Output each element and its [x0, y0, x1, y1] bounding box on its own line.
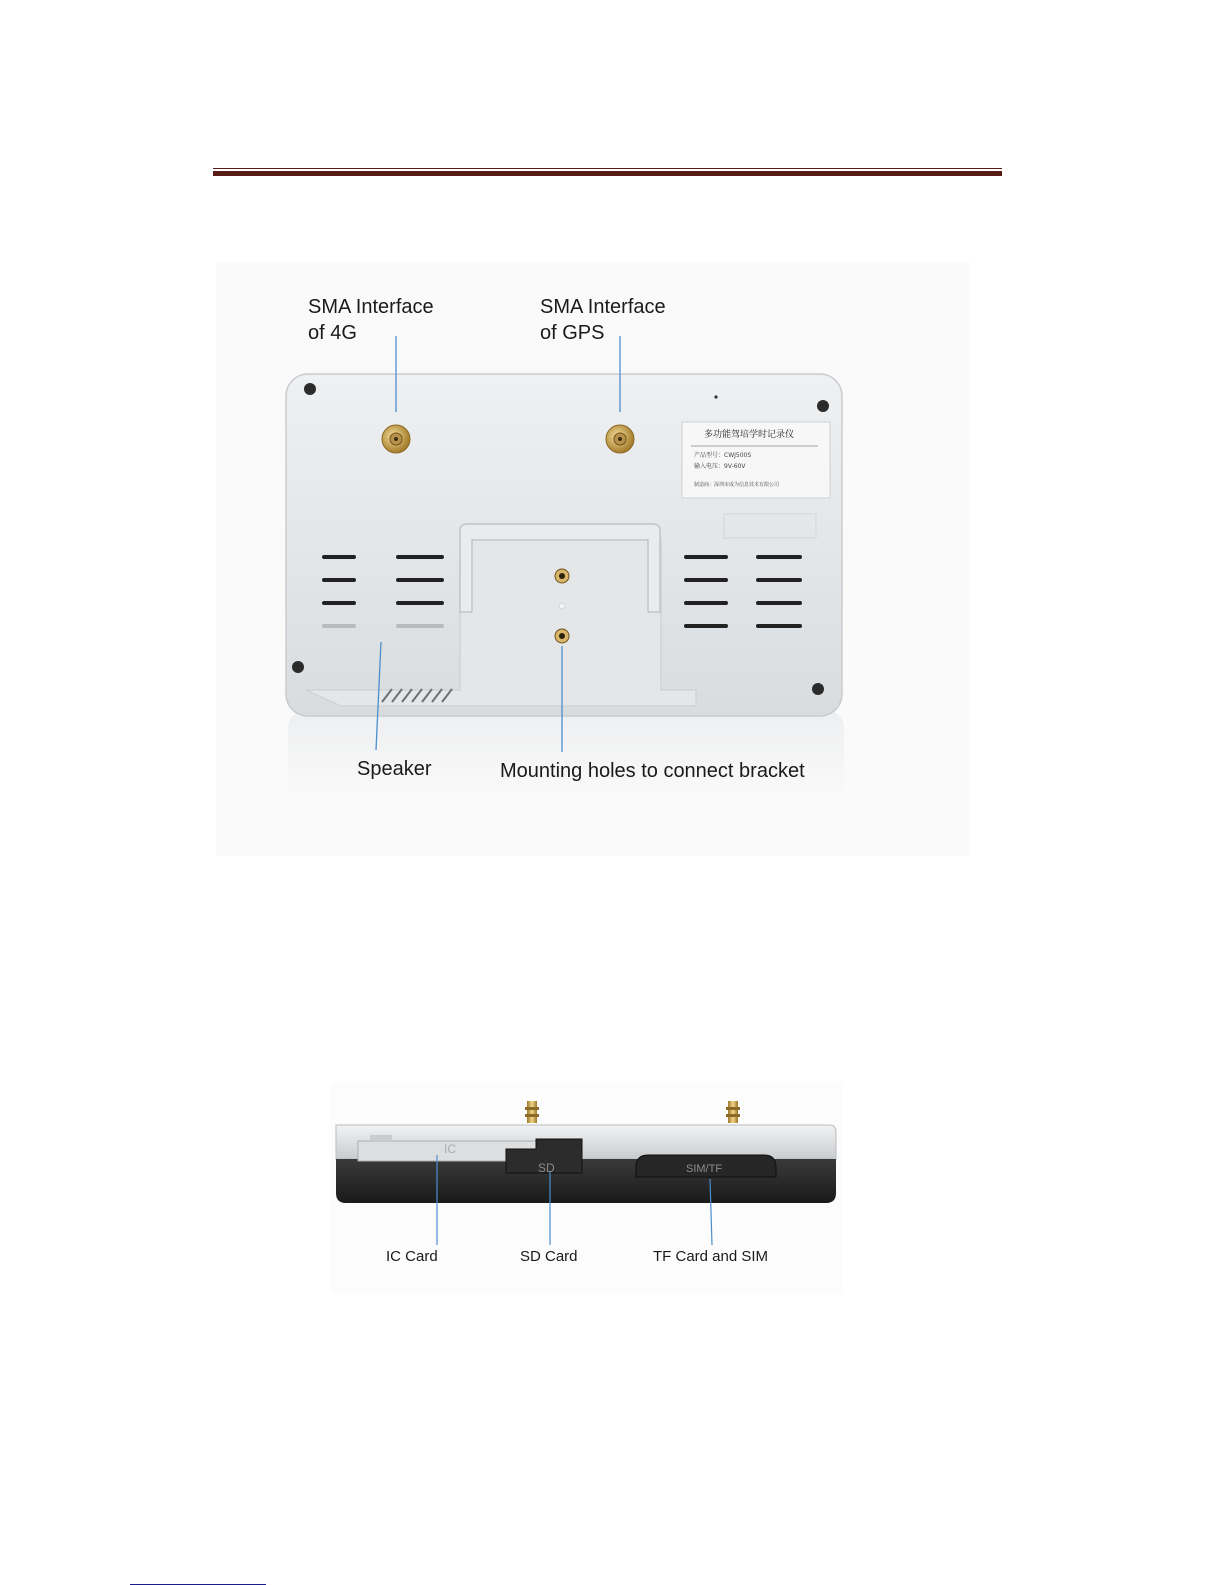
header-rule-thick: [213, 171, 1002, 176]
corner-screw-tl: [304, 383, 316, 395]
slot-mark-ic: IC: [444, 1142, 456, 1156]
sma-connector-4g: [382, 425, 410, 453]
device-label-title: 多功能驾培学时记录仪: [704, 430, 795, 440]
device-reflection: [288, 710, 844, 800]
mounting-hole-bottom: [555, 629, 569, 643]
device-label-model: 产品型号：CWJ500S: [694, 452, 752, 459]
device-label-voltage: 输入电压：9V-60V: [694, 463, 746, 470]
device-back-figure: [216, 262, 970, 856]
corner-screw-bl: [292, 661, 304, 673]
mic-hole: [714, 395, 717, 398]
header-rule-thin: [213, 168, 1002, 169]
callout-sma-gps-line1: SMA Interface: [540, 296, 666, 318]
corner-screw-br: [812, 683, 824, 695]
corner-screw-tr: [817, 400, 829, 412]
callout-sd-card: SD Card: [520, 1248, 578, 1265]
slot-mark-sd: SD: [538, 1161, 555, 1175]
slot-mark-sim-tf: SIM/TF: [686, 1163, 723, 1175]
center-pin: [559, 603, 565, 609]
callout-sma-gps-line2: of GPS: [540, 322, 605, 344]
callout-ic-card: IC Card: [386, 1248, 438, 1265]
sma-connector-gps: [606, 425, 634, 453]
callout-mounting-holes: Mounting holes to connect bracket: [500, 760, 805, 782]
device-label-manufacturer: 制造商：深圳市成为信息技术有限公司: [694, 482, 780, 488]
header-rule: [213, 168, 1002, 176]
callout-speaker: Speaker: [357, 758, 432, 780]
mounting-hole-top: [555, 569, 569, 583]
callout-sma-4g-line1: SMA Interface: [308, 296, 434, 318]
sma-connector-side-4g: [525, 1101, 539, 1123]
callout-tf-card-and-sim: TF Card and SIM: [653, 1248, 769, 1265]
callout-sma-4g-line2: of 4G: [308, 322, 357, 344]
device-bottom-figure: [330, 1083, 843, 1293]
sma-connector-side-gps: [726, 1101, 740, 1123]
